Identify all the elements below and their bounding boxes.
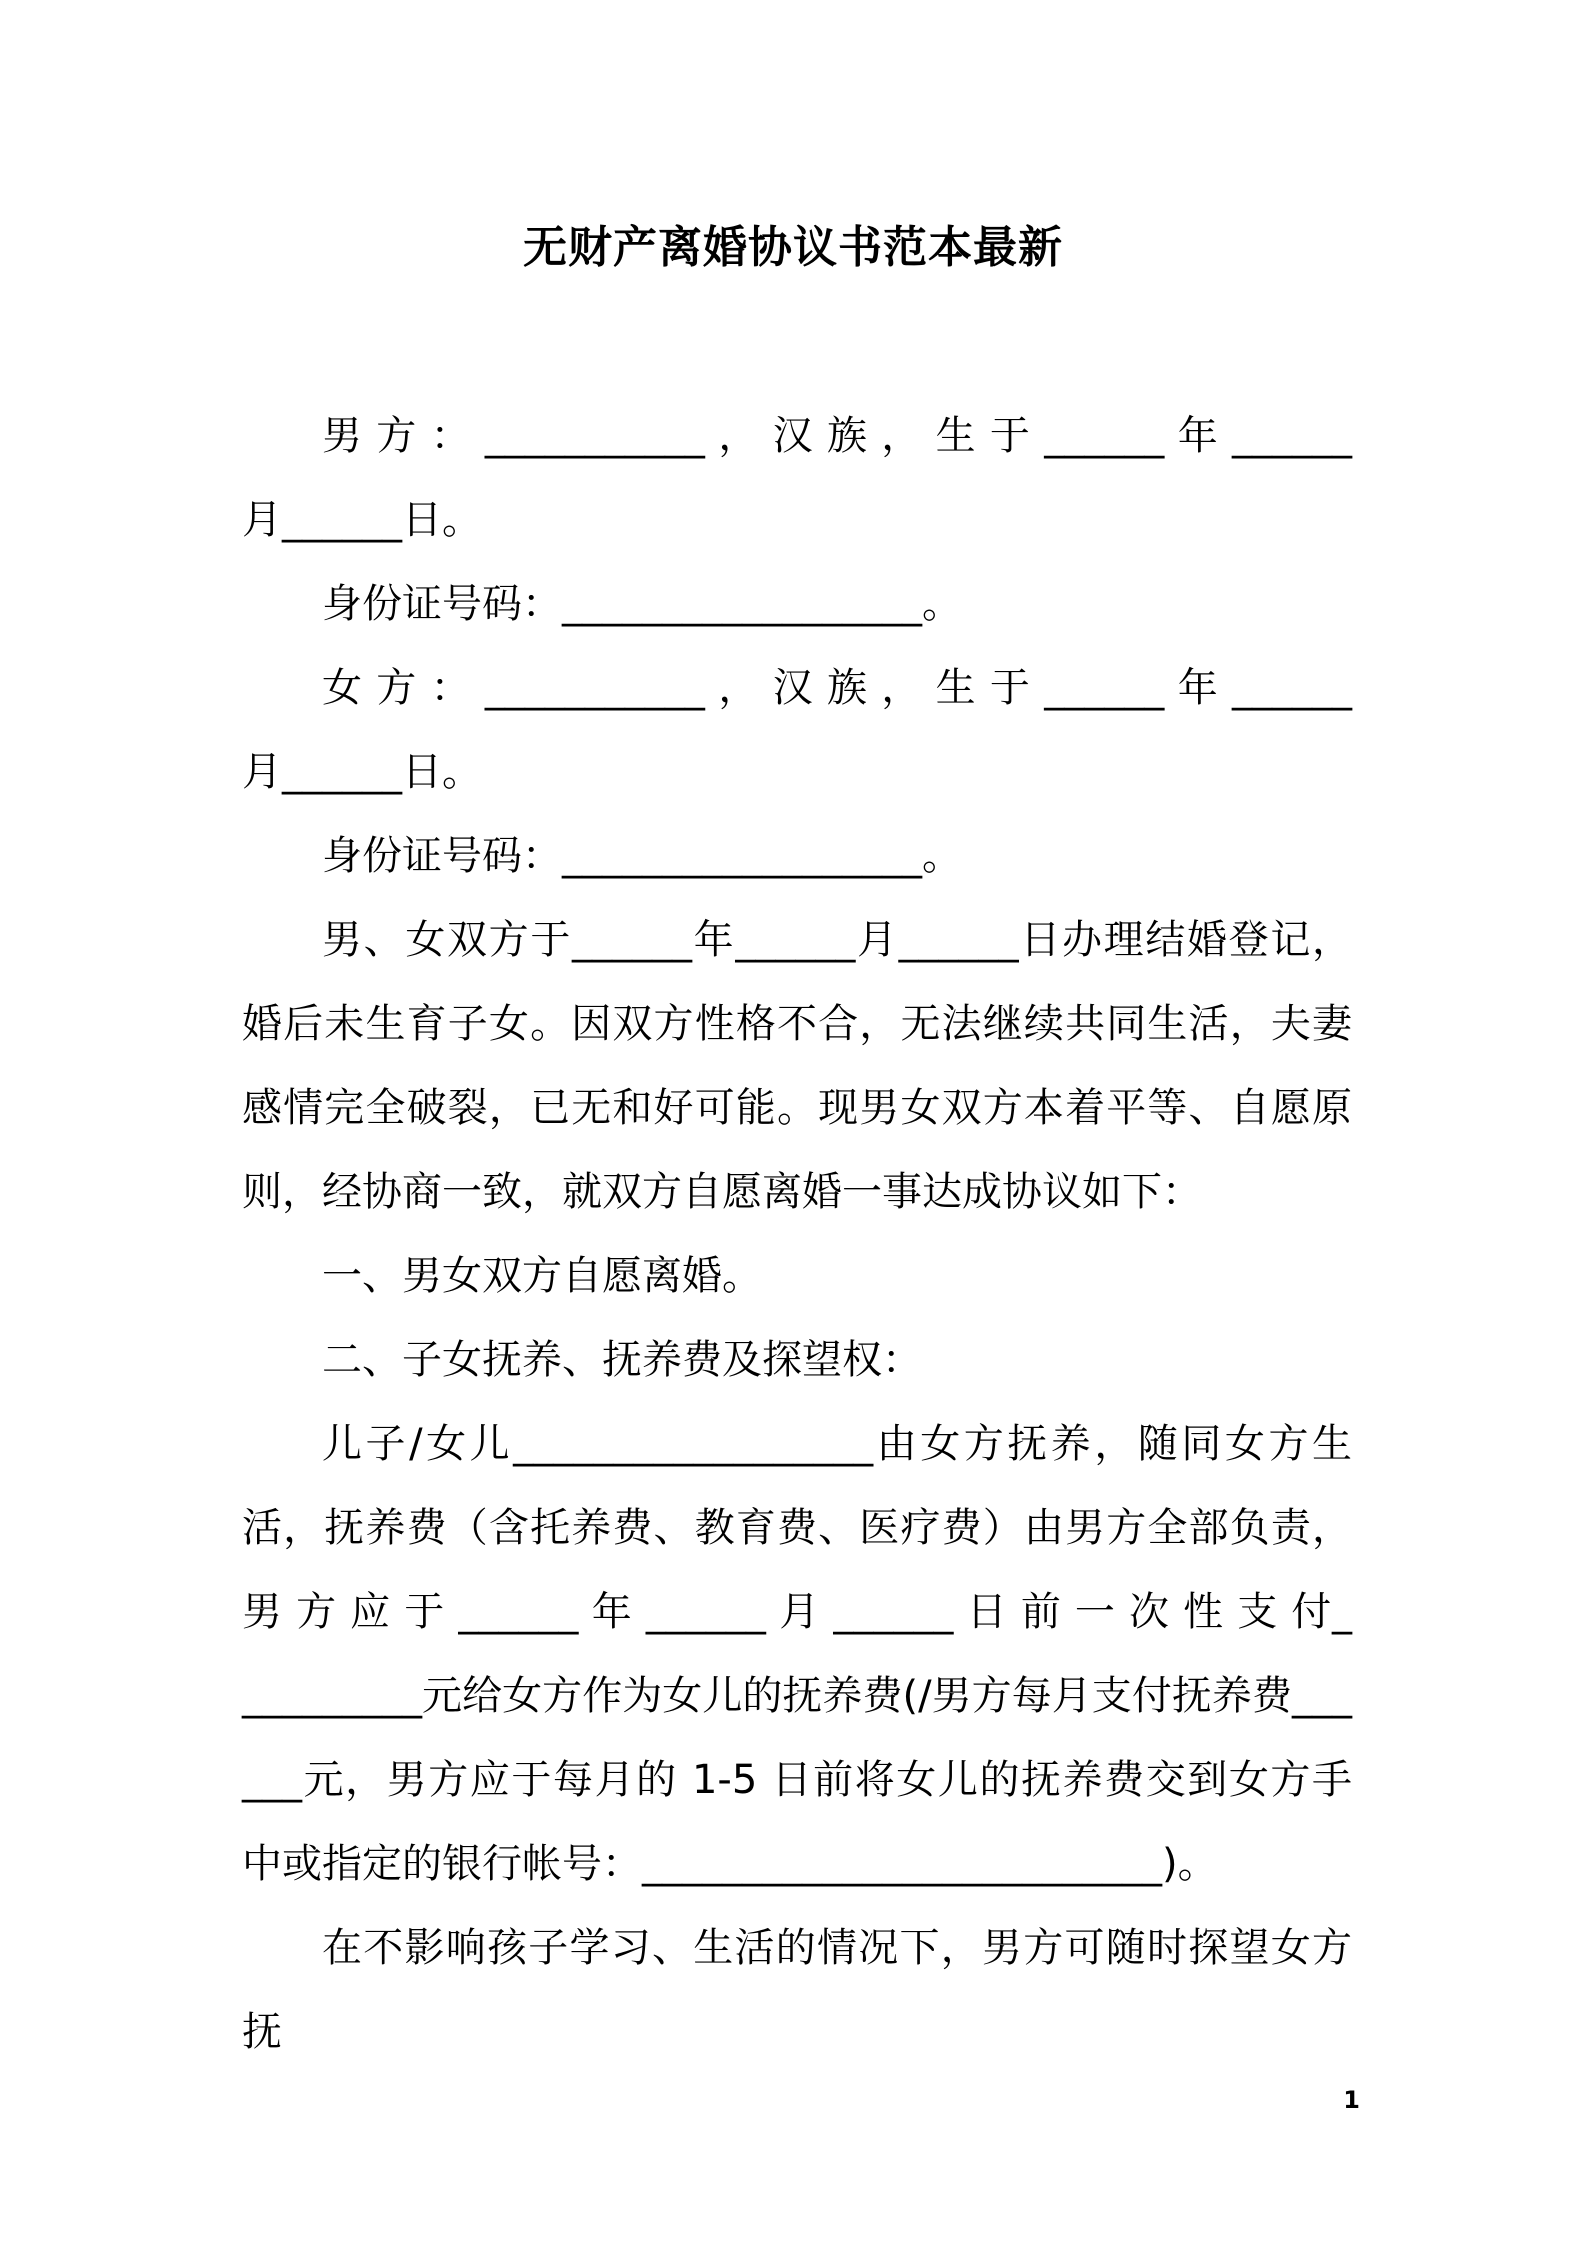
document-body xyxy=(242,394,1352,2074)
document-title: 无财产离婚协议书范本最新 xyxy=(523,222,1063,273)
paragraph-female-id: 身份证号码：__________________。 xyxy=(322,833,962,879)
paragraph-marriage-background: 男、女双方于______年______月______日办理结婚登记，婚后未生育子女。因双方性格不合，无法继续共同生活，夫妻感情完全破裂，已无和好可能。现男女双方本着平等、自愿原则，经协商一致，就双方自愿离婚一事达成协议如下： xyxy=(242,917,1352,1215)
paragraph-visitation: 在不影响孩子学习、生活的情况下，男方可随时探望女方抚 xyxy=(242,1925,1352,2055)
paragraph-clause-1: 一、男女双方自愿离婚。 xyxy=(322,1253,762,1299)
paragraph-male-party: 男 方 ： ___________ ， 汉 族 ， 生 于 ______ 年 ______ 月______日。 xyxy=(242,413,1352,543)
paragraph-female-party: 女 方 ： ___________ ， 汉 族 ， 生 于 ______ 年 ______ 月______日。 xyxy=(242,665,1352,795)
page-number: 1 xyxy=(1343,2086,1360,2114)
paragraph-child-support: 儿子/女儿__________________由女方抚养，随同女方生活，抚养费（含托养费、教育费、医疗费）由男方全部负责，男 方 应 于 ______ 年 ______ 月 ______ 日 前 一 次 性 支 付__________元给女方作为女儿的抚养费(/男方每月支付抚养费______元，男方应于每月的 1-5 日前将女儿的抚养费交到女方手中或指定的银行帐号：__________________________)。 xyxy=(242,1421,1352,1887)
paragraph-male-id: 身份证号码：__________________。 xyxy=(322,581,962,627)
paragraph-clause-2-heading: 二、子女抚养、抚养费及探望权： xyxy=(322,1337,922,1383)
